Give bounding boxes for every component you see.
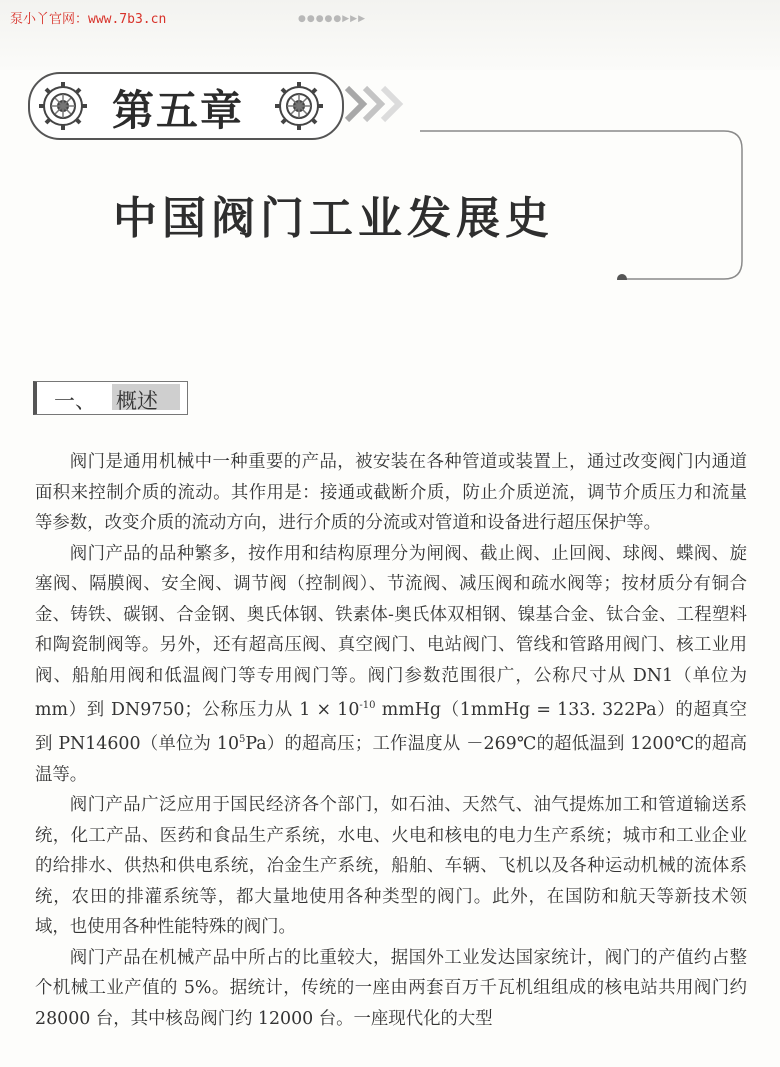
paragraph-segment: Pa）的超高压；工作温度从 －269℃的超低温到 1200℃的超高温等。 (35, 734, 747, 785)
superscript: -10 (359, 700, 376, 711)
superscript: 5 (239, 734, 246, 746)
paragraph-segment: 阀门产品的品种繁多，按作用和结构原理分为闸阀、截止阀、止回阀、球阀、蝶阀、旋塞阀、隔膜阀、安全阀、调节阀（控制阀）、节流阀、减压阀和疏水阀等；按材质分有铜合金、铸铁、碳钢、合金钢、奥氏体钢、铁素体-奥氏体双相钢、镍基合金、钛合金、工程塑料和陶瓷制阀等。另外，还有超高压阀、真空阀门、电站阀门、管线和管路用阀门、核工业用阀、船舶用阀和低温阀门等专用阀门等。阀门参数范围很广，公称尺寸从 DN1（单位为 mm）到 DN9750；公称压力从 1 × 10 (35, 543, 747, 720)
gear-icon (272, 79, 326, 133)
paragraph (35, 539, 747, 791)
paragraph-segment: mmHg（1mmHg = 133. 322Pa）的超真空到 PN14600（单位为 10 (35, 699, 748, 755)
header-decoration: ●●●●●▶▶▶ (298, 14, 367, 24)
body-text (35, 447, 747, 1034)
paragraph: 阀门是通用机械中一种重要的产品，被安装在各种管道或装置上，通过改变阀门内通道面积来控制介质的流动。其作用是：接通或截断介质，防止介质逆流，调节介质压力和流量等参数，改变介质的流动方向，进行介质的分流或对管道和设备进行超压保护等。 (35, 452, 747, 533)
watermark-text: 泵小丫官网：www.7b3.cn (10, 12, 167, 27)
gear-icon (36, 79, 90, 133)
chapter-title: 中国阀门工业发展史 (113, 193, 554, 244)
paragraph: 阀门产品在机械产品中所占的比重较大，据国外工业发达国家统计，阀门的产值约占整个机械工业产值的 5%。据统计，传统的一座由两套百万千瓦机组组成的核电站共用阀门约 28000 台，其中核岛阀门约 12000 台。一座现代化的大型 (35, 947, 747, 1029)
chevron-right-icon (343, 84, 411, 124)
chapter-label: 第五章 (112, 86, 245, 135)
section-number: 一、 (54, 389, 96, 413)
section-title: 概述 (116, 389, 158, 413)
paragraph: 阀门产品广泛应用于国民经济各个部门，如石油、天然气、油气提炼加工和管道输送系统，化工产品、医药和食品生产系统，水电、火电和核电的电力生产系统；城市和工业企业的给排水、供热和供电系统，冶金生产系统，船舶、车辆、飞机以及各种运动机械的流体系统，农田的排灌系统等，都大量地使用各种类型的阀门。此外，在国防和航天等新技术领域，也使用各种性能特殊的阀门。 (35, 795, 747, 938)
